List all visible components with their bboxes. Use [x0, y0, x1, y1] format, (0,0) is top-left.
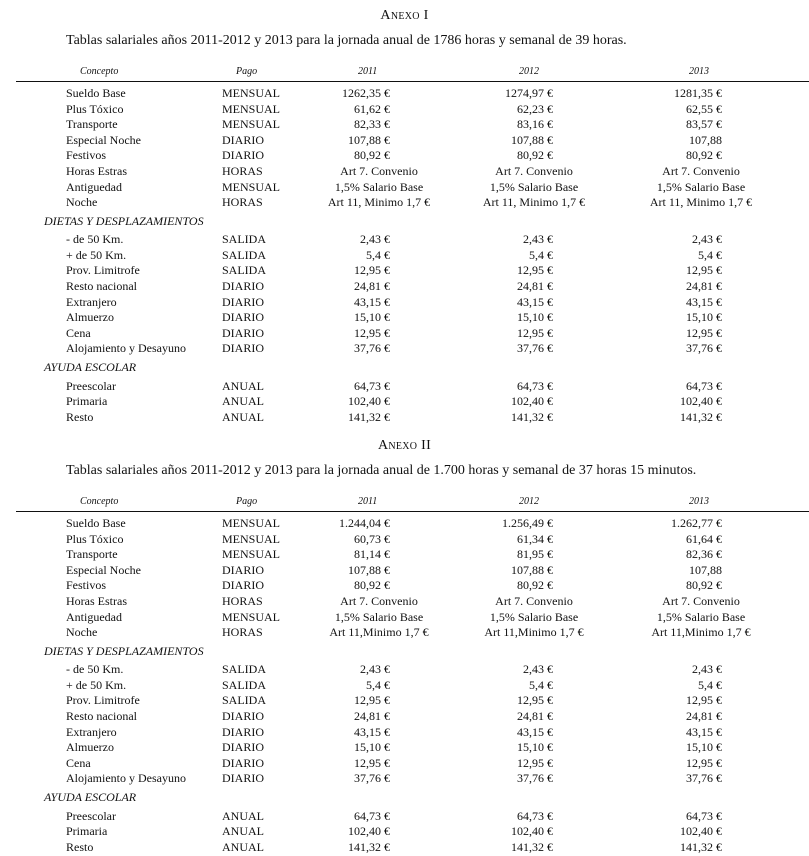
value-2013-cell: 5,4 € [698, 677, 722, 692]
value-2012-cell: 43,15 € [517, 294, 553, 309]
table-row [0, 263, 809, 279]
concepto-cell: Resto [66, 409, 94, 424]
value-2011-cell: 80,92 € [354, 148, 390, 163]
value-2013-cell: 37,76 € [686, 771, 722, 786]
header-rule [16, 81, 809, 82]
value-2012-cell: Art 11,Minimo 1,7 € [484, 625, 584, 640]
concepto-cell: Cena [66, 325, 91, 340]
table-row [0, 578, 809, 594]
concepto-cell: Plus Tóxico [66, 531, 124, 546]
table-row [0, 410, 809, 426]
pago-cell: DIARIO [222, 755, 264, 770]
value-2011-cell: 43,15 € [354, 724, 390, 739]
value-2011-cell: 80,92 € [354, 578, 390, 593]
value-2013-cell: 83,57 € [686, 117, 722, 132]
concepto-cell: Noche [66, 625, 98, 640]
value-2013-cell: 37,76 € [686, 341, 722, 356]
value-2013-cell: 64,73 € [686, 378, 722, 393]
pago-cell: MENSUAL [222, 117, 281, 132]
header-concepto: Concepto [80, 66, 119, 77]
header-pago: Pago [236, 66, 258, 77]
value-2011-cell: 107,88 € [348, 562, 390, 577]
pago-cell: MENSUAL [222, 547, 281, 562]
table-row [0, 594, 809, 610]
value-2013-cell: 12,95 € [686, 693, 722, 708]
value-2012-cell: 5,4 € [529, 247, 553, 262]
value-2011-cell: 37,76 € [354, 341, 390, 356]
pago-cell: DIARIO [222, 341, 264, 356]
value-2013-cell: 141,32 € [680, 409, 722, 424]
table-row [0, 516, 809, 532]
value-2013-cell: 1,5% Salario Base [656, 609, 746, 624]
concepto-cell: Festivos [66, 578, 107, 593]
value-2012-cell: 1.256,49 € [502, 516, 553, 530]
value-2013-cell: Art 7. Convenio [662, 163, 740, 178]
value-2011-cell: 12,95 € [354, 263, 390, 278]
header-2011: 2011 [358, 66, 378, 77]
value-2012-cell: 15,10 € [517, 310, 553, 325]
value-2013-cell: 12,95 € [686, 755, 722, 770]
value-2012-cell: 2,43 € [523, 232, 553, 247]
pago-cell: DIARIO [222, 148, 264, 163]
concepto-cell: Noche [66, 195, 98, 210]
pago-cell: SALIDA [222, 247, 266, 262]
value-2012-cell: 81,95 € [517, 547, 553, 562]
pago-cell: DIARIO [222, 325, 264, 340]
value-2013-cell: 80,92 € [686, 578, 722, 593]
table-row [0, 310, 809, 326]
value-2012-cell: 12,95 € [517, 693, 553, 708]
table-row [0, 394, 809, 410]
value-2013-cell: 82,36 € [686, 547, 722, 562]
pago-cell: SALIDA [222, 693, 266, 708]
table-row [0, 279, 809, 295]
pago-cell: MENSUAL [222, 179, 281, 194]
value-2012-cell: 61,34 € [517, 531, 553, 546]
concepto-cell: Primaria [66, 824, 108, 839]
pago-cell: MENSUAL [222, 101, 281, 116]
value-2011-cell: 102,40 € [348, 394, 390, 409]
value-2011-cell: Art 11, Minimo 1,7 € [327, 195, 431, 210]
header-2011: 2011 [358, 496, 378, 507]
section-label: AYUDA ESCOLAR [44, 790, 137, 804]
section-heading [0, 641, 809, 663]
value-2013-cell: 15,10 € [686, 740, 722, 755]
value-2012-cell: 12,95 € [517, 325, 553, 340]
table-row [0, 824, 809, 840]
table-row [0, 326, 809, 342]
value-2011-cell: Art 11,Minimo 1,7 € [329, 625, 429, 640]
value-2012-cell: 37,76 € [517, 771, 553, 786]
header-rule [16, 511, 809, 512]
value-2011-cell: 1262,35 € [342, 86, 390, 100]
pago-cell: DIARIO [222, 771, 264, 786]
value-2011-cell: 141,32 € [348, 409, 390, 424]
value-2012-cell: 2,43 € [523, 662, 553, 677]
value-2011-cell: 1.244,04 € [339, 516, 390, 530]
table-row [0, 164, 809, 180]
table-row [0, 771, 809, 787]
concepto-cell: Especial Noche [66, 562, 141, 577]
concepto-cell: Extranjero [66, 724, 117, 739]
header-2012: 2012 [519, 496, 539, 507]
concepto-cell: + de 50 Km. [66, 677, 127, 692]
value-2011-cell: 60,73 € [354, 531, 390, 546]
table-row [0, 693, 809, 709]
value-2011-cell: 5,4 € [366, 677, 390, 692]
concepto-cell: Prov. Limitrofe [66, 263, 140, 278]
value-2011-cell: 107,88 € [348, 132, 390, 147]
value-2012-cell: 83,16 € [517, 117, 553, 132]
value-2011-cell: 15,10 € [354, 310, 390, 325]
section-label: DIETAS Y DESPLAZAMIENTOS [44, 643, 204, 658]
pago-cell: DIARIO [222, 279, 264, 294]
table-row [0, 379, 809, 395]
value-2011-cell: 24,81 € [354, 709, 390, 724]
value-2012-cell: Art 7. Convenio [495, 163, 573, 178]
pago-cell: DIARIO [222, 294, 264, 309]
pago-cell: HORAS [222, 195, 263, 210]
value-2013-cell: 61,64 € [686, 531, 722, 546]
pago-cell: DIARIO [222, 562, 264, 577]
value-2013-cell: 15,10 € [686, 310, 722, 325]
value-2012-cell: 5,4 € [529, 677, 553, 692]
concepto-cell: Transporte [66, 547, 118, 562]
table-row [0, 133, 809, 149]
value-2012-cell: 141,32 € [511, 839, 553, 854]
concepto-cell: Alojamiento y Desayuno [66, 771, 186, 786]
value-2011-cell: Art 7. Convenio [340, 163, 418, 178]
concepto-cell: Horas Estras [66, 163, 127, 178]
table-row [0, 547, 809, 563]
concepto-cell: Preescolar [66, 378, 116, 393]
pago-cell: SALIDA [222, 232, 266, 247]
pago-cell: DIARIO [222, 709, 264, 724]
concepto-cell: Alojamiento y Desayuno [66, 341, 186, 356]
value-2011-cell: 24,81 € [354, 279, 390, 294]
table-row [0, 248, 809, 264]
value-2012-cell: 80,92 € [517, 578, 553, 593]
header-concepto: Concepto [80, 496, 119, 507]
concepto-cell: Extranjero [66, 294, 117, 309]
value-2013-cell: 24,81 € [686, 279, 722, 294]
concepto-cell: Sueldo Base [66, 516, 126, 530]
concepto-cell: Antiguedad [66, 609, 122, 624]
pago-cell: DIARIO [222, 132, 264, 147]
value-2013-cell: 80,92 € [686, 148, 722, 163]
concepto-cell: Resto [66, 839, 94, 854]
value-2011-cell: 64,73 € [354, 378, 390, 393]
header-2013: 2013 [689, 66, 709, 77]
pago-cell: DIARIO [222, 724, 264, 739]
value-2011-cell: 5,4 € [366, 247, 390, 262]
value-2013-cell: 62,55 € [686, 101, 722, 116]
value-2013-cell: Art 11,Minimo 1,7 € [651, 625, 751, 640]
value-2012-cell: 62,23 € [517, 101, 553, 116]
pago-cell: MENSUAL [222, 86, 281, 100]
table-row [0, 232, 809, 248]
pago-cell: MENSUAL [222, 516, 281, 530]
pago-cell: ANUAL [222, 824, 264, 839]
value-2012-cell: 1,5% Salario Base [489, 179, 579, 194]
value-2013-cell: 107,88 [689, 562, 722, 577]
value-2012-cell: 24,81 € [517, 279, 553, 294]
value-2013-cell: Art 7. Convenio [662, 593, 740, 608]
table-row [0, 725, 809, 741]
value-2013-cell: 1,5% Salario Base [656, 179, 746, 194]
value-2013-cell: 64,73 € [686, 808, 722, 823]
value-2013-cell: 43,15 € [686, 294, 722, 309]
table-row [0, 840, 809, 856]
value-2012-cell: 80,92 € [517, 148, 553, 163]
pago-cell: DIARIO [222, 310, 264, 325]
value-2012-cell: 24,81 € [517, 709, 553, 724]
value-2012-cell: 1274,97 € [505, 86, 553, 100]
annex-subtitle: Tablas salariales años 2011-2012 y 2013 para la jornada anual de 1.700 horas y semanal de 37 horas 15 minutos. [66, 463, 697, 478]
value-2011-cell: 64,73 € [354, 808, 390, 823]
concepto-cell: Prov. Limitrofe [66, 693, 140, 708]
annex-title: Anexo I [380, 8, 429, 23]
pago-cell: ANUAL [222, 808, 264, 823]
pago-cell: MENSUAL [222, 609, 281, 624]
value-2012-cell: Art 7. Convenio [495, 593, 573, 608]
salary-table [0, 516, 809, 855]
table-row [0, 563, 809, 579]
value-2013-cell: 5,4 € [698, 247, 722, 262]
section-label: DIETAS Y DESPLAZAMIENTOS [44, 213, 204, 228]
value-2011-cell: 12,95 € [354, 755, 390, 770]
section-label: AYUDA ESCOLAR [44, 360, 137, 374]
value-2013-cell: 141,32 € [680, 839, 722, 854]
value-2013-cell: 107,88 [689, 132, 722, 147]
pago-cell: ANUAL [222, 378, 264, 393]
table-row [0, 341, 809, 357]
concepto-cell: Resto nacional [66, 709, 137, 724]
value-2012-cell: 102,40 € [511, 394, 553, 409]
value-2012-cell: 141,32 € [511, 409, 553, 424]
pago-cell: ANUAL [222, 839, 264, 854]
value-2011-cell: 12,95 € [354, 693, 390, 708]
concepto-cell: Preescolar [66, 808, 116, 823]
header-2013: 2013 [689, 496, 709, 507]
value-2011-cell: 141,32 € [348, 839, 390, 854]
value-2011-cell: 61,62 € [354, 101, 390, 116]
annex-title: Anexo II [377, 438, 432, 453]
value-2012-cell: 102,40 € [511, 824, 553, 839]
concepto-cell: Transporte [66, 117, 118, 132]
table-row [0, 756, 809, 772]
value-2012-cell: Art 11, Minimo 1,7 € [482, 195, 586, 210]
value-2013-cell: 43,15 € [686, 724, 722, 739]
value-2013-cell: 102,40 € [680, 824, 722, 839]
value-2011-cell: 12,95 € [354, 325, 390, 340]
value-2012-cell: 37,76 € [517, 341, 553, 356]
value-2012-cell: 107,88 € [511, 562, 553, 577]
value-2012-cell: 15,10 € [517, 740, 553, 755]
concepto-cell: - de 50 Km. [66, 232, 124, 247]
header-pago: Pago [236, 496, 258, 507]
value-2011-cell: 1,5% Salario Base [334, 609, 424, 624]
concepto-cell: Resto nacional [66, 279, 137, 294]
concepto-cell: Primaria [66, 394, 108, 409]
pago-cell: SALIDA [222, 677, 266, 692]
pago-cell: ANUAL [222, 409, 264, 424]
value-2011-cell: 43,15 € [354, 294, 390, 309]
value-2011-cell: 81,14 € [354, 547, 390, 562]
pago-cell: SALIDA [222, 662, 266, 677]
concepto-cell: Almuerzo [66, 740, 114, 755]
value-2012-cell: 1,5% Salario Base [489, 609, 579, 624]
value-2011-cell: 2,43 € [360, 662, 390, 677]
value-2011-cell: 82,33 € [354, 117, 390, 132]
value-2013-cell: 24,81 € [686, 709, 722, 724]
pago-cell: ANUAL [222, 394, 264, 409]
value-2013-cell: Art 11, Minimo 1,7 € [649, 195, 753, 210]
value-2011-cell: 2,43 € [360, 232, 390, 247]
value-2011-cell: Art 7. Convenio [340, 593, 418, 608]
value-2011-cell: 1,5% Salario Base [334, 179, 424, 194]
concepto-cell: - de 50 Km. [66, 662, 124, 677]
section-heading [0, 211, 809, 233]
table-row [0, 148, 809, 164]
table-row [0, 180, 809, 196]
value-2013-cell: 1281,35 € [674, 86, 722, 100]
value-2013-cell: 1.262,77 € [671, 516, 722, 530]
header-2012: 2012 [519, 66, 539, 77]
pago-cell: DIARIO [222, 578, 264, 593]
pago-cell: MENSUAL [222, 531, 281, 546]
concepto-cell: Horas Estras [66, 593, 127, 608]
concepto-cell: Plus Tóxico [66, 101, 124, 116]
table-row [0, 86, 809, 102]
value-2012-cell: 107,88 € [511, 132, 553, 147]
concepto-cell: Antiguedad [66, 179, 122, 194]
pago-cell: HORAS [222, 625, 263, 640]
table-row [0, 662, 809, 678]
value-2012-cell: 64,73 € [517, 808, 553, 823]
value-2011-cell: 37,76 € [354, 771, 390, 786]
salary-table [0, 86, 809, 425]
annex-subtitle: Tablas salariales años 2011-2012 y 2013 para la jornada anual de 1786 horas y semanal de 39 horas. [66, 33, 627, 48]
concepto-cell: Cena [66, 755, 91, 770]
concepto-cell: Especial Noche [66, 132, 141, 147]
value-2013-cell: 2,43 € [692, 662, 722, 677]
table-row [0, 740, 809, 756]
table-row [0, 532, 809, 548]
value-2013-cell: 12,95 € [686, 263, 722, 278]
concepto-cell: Almuerzo [66, 310, 114, 325]
value-2013-cell: 102,40 € [680, 394, 722, 409]
pago-cell: DIARIO [222, 740, 264, 755]
table-row [0, 195, 809, 211]
table-row [0, 295, 809, 311]
table-row [0, 610, 809, 626]
value-2011-cell: 102,40 € [348, 824, 390, 839]
concepto-cell: + de 50 Km. [66, 247, 127, 262]
value-2012-cell: 12,95 € [517, 263, 553, 278]
value-2011-cell: 15,10 € [354, 740, 390, 755]
concepto-cell: Sueldo Base [66, 86, 126, 100]
table-row [0, 117, 809, 133]
value-2012-cell: 12,95 € [517, 755, 553, 770]
table-row [0, 809, 809, 825]
pago-cell: HORAS [222, 593, 263, 608]
section-heading [0, 357, 809, 379]
concepto-cell: Festivos [66, 148, 107, 163]
table-row [0, 102, 809, 118]
value-2012-cell: 64,73 € [517, 378, 553, 393]
table-row [0, 678, 809, 694]
table-row [0, 625, 809, 641]
value-2012-cell: 43,15 € [517, 724, 553, 739]
value-2013-cell: 2,43 € [692, 232, 722, 247]
value-2013-cell: 12,95 € [686, 325, 722, 340]
pago-cell: HORAS [222, 163, 263, 178]
section-heading [0, 787, 809, 809]
table-row [0, 709, 809, 725]
pago-cell: SALIDA [222, 263, 266, 278]
